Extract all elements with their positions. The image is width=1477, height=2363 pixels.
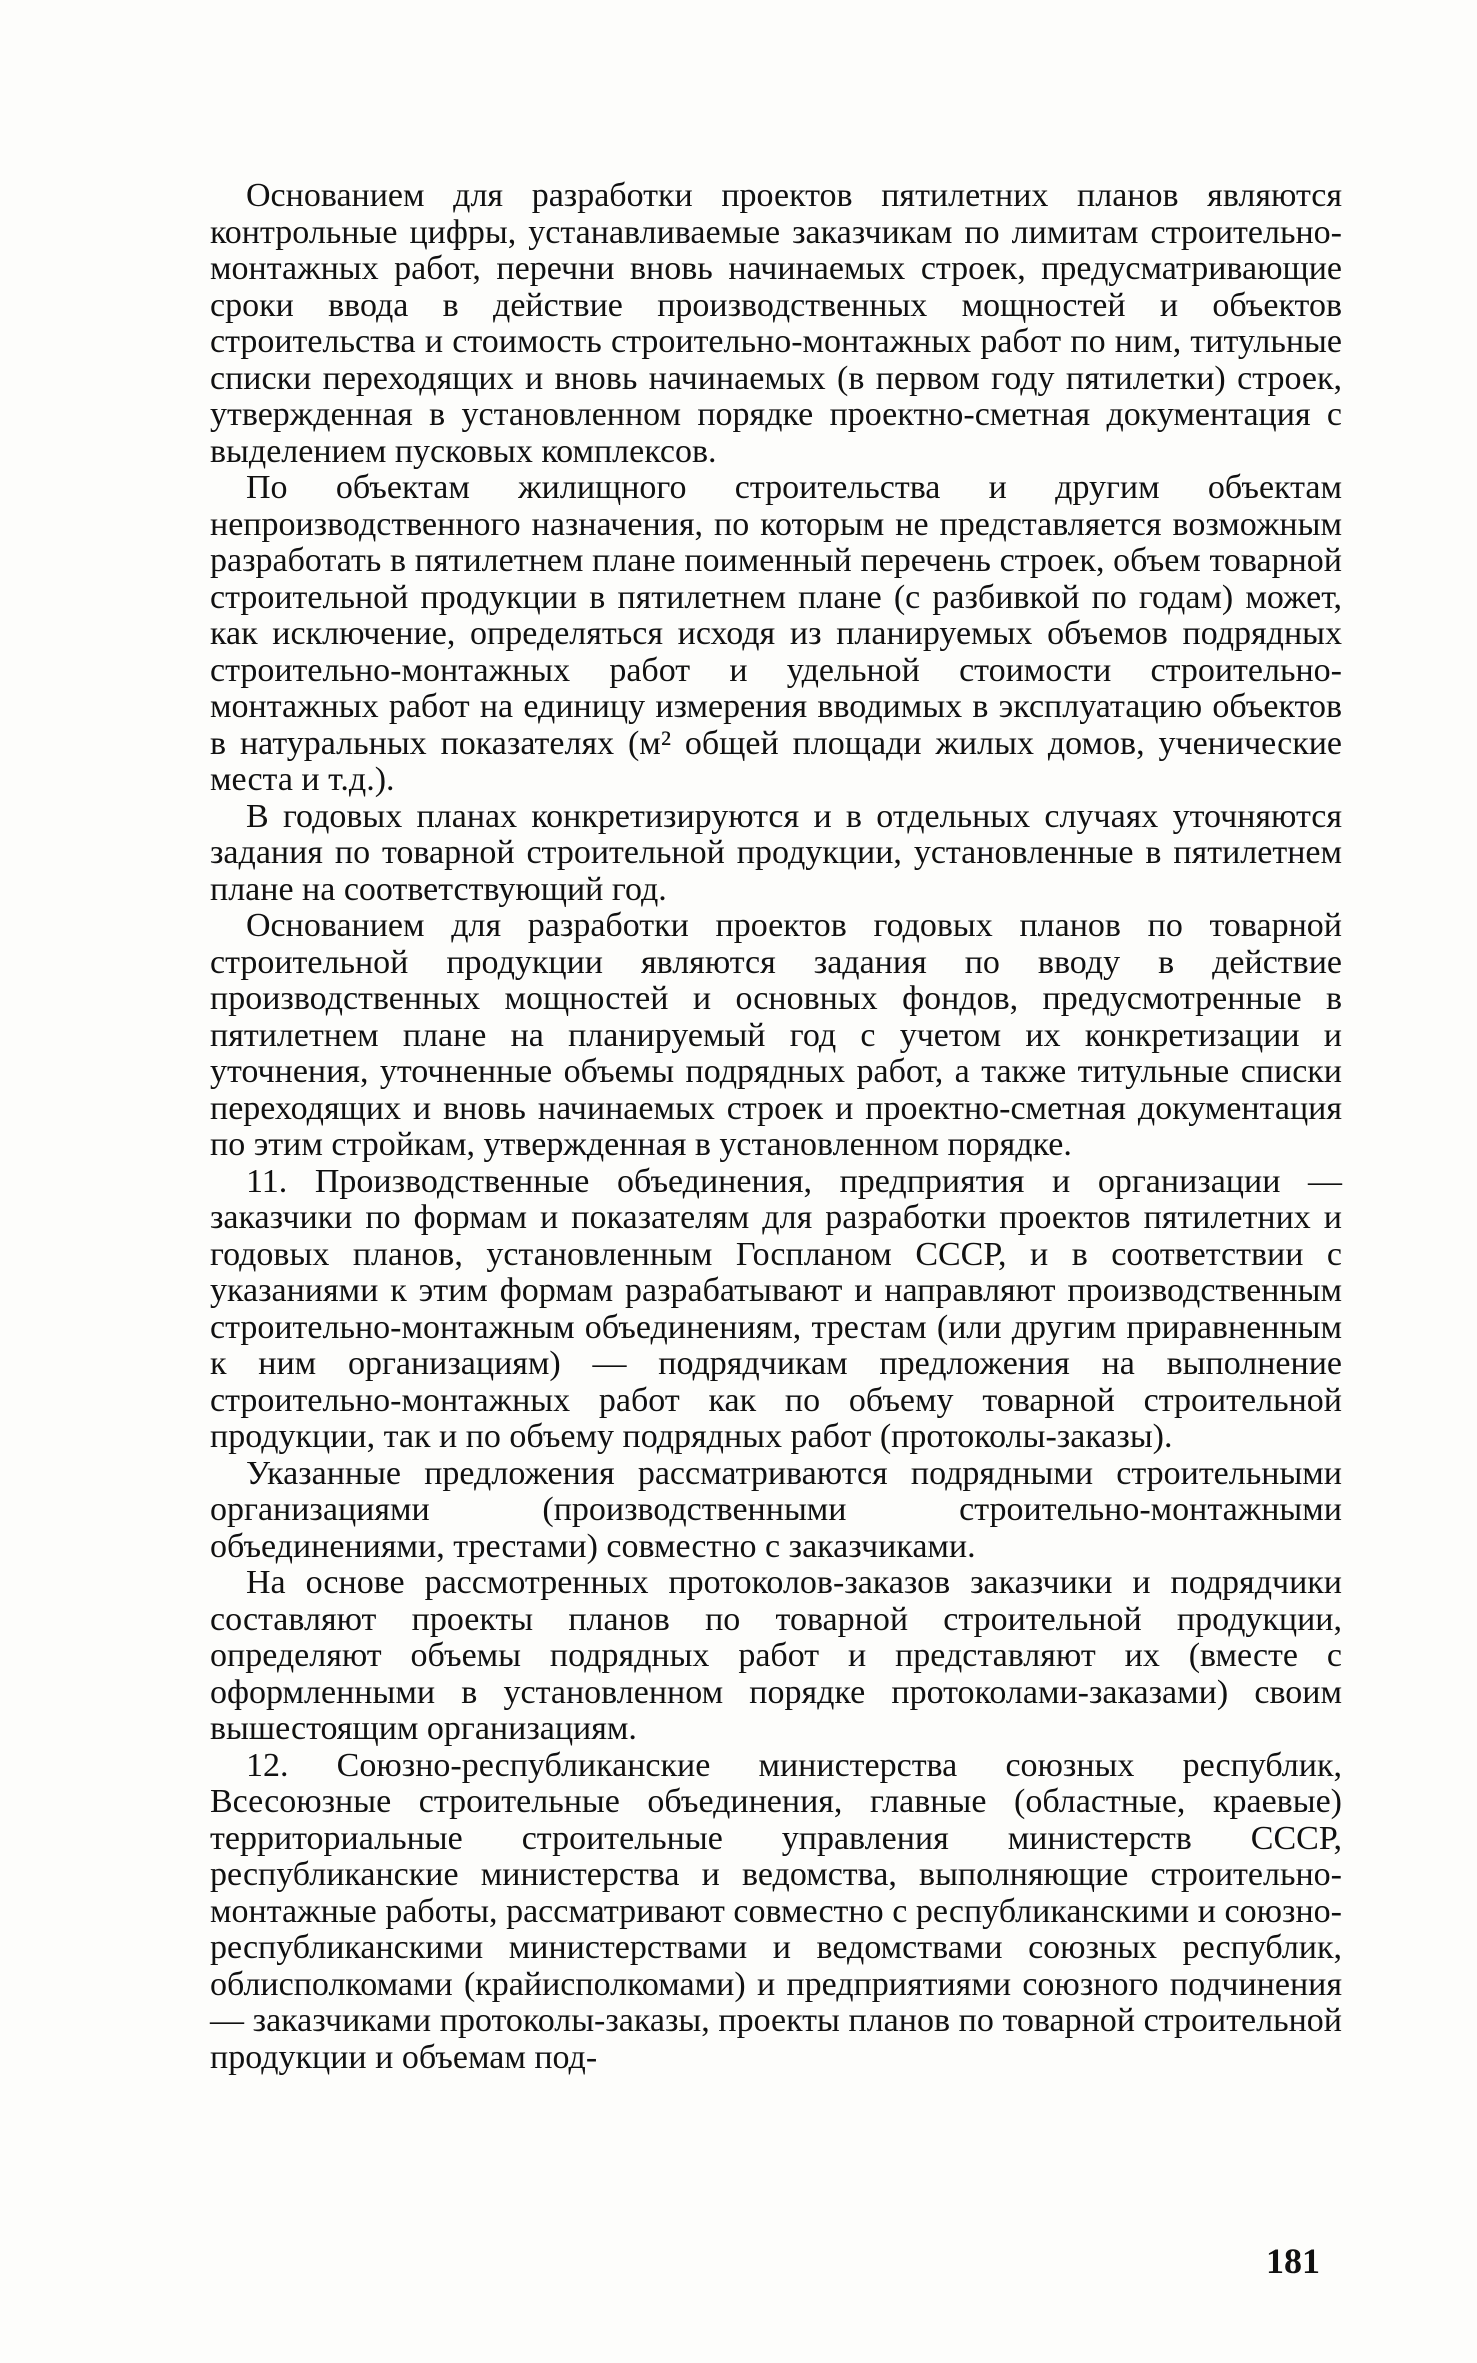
paragraph-6: Указанные предложения рассматриваются подрядными строительными организациями (производственными строительно-монтажными объединениями, трестами) совместно с заказчиками. — [210, 1454, 1342, 1565]
paragraph-1: Основанием для разработки проектов пятилетних планов являются контрольные цифры, устанавливаемые заказчикам по лимитам строительно-монтажных работ, перечни вновь начинаемых строек, предусматривающие сроки ввода в действие производственных мощностей и объектов строительства и стоимость строительно-монтажных работ по ним, титульные списки переходящих и вновь начинаемых (в первом году пятилетки) строек, утвержденная в установленном порядке проектно-сметная документация с выделением пусковых комплексов. — [210, 177, 1342, 470]
page-number: 181 — [1266, 2241, 1320, 2281]
paragraph-4: Основанием для разработки проектов годовых планов по товарной строительной продукции являются задания по вводу в действие производственных мощностей и основных фондов, предусмотренные в пятилетнем плане на планируемый год с учетом их конкретизации и уточнения, уточненные объемы подрядных работ, а также титульные списки переходящих и вновь начинаемых строек и проектно-сметная документация по этим стройкам, утвержденная в установленном порядке. — [210, 907, 1342, 1163]
paragraph-3: В годовых планах конкретизируются и в отдельных случаях уточняются задания по товарной строительной продукции, установленные в пятилетнем плане на соответствующий год. — [210, 797, 1342, 908]
paragraph-2: По объектам жилищного строительства и другим объектам непроизводственного назначения, по которым не представляется возможным разработать в пятилетнем плане поименный перечень строек, объем товарной строительной продукции в пятилетнем плане (с разбивкой по годам) может, как исключение, определяться исходя из планируемых объемов подрядных строительно-монтажных работ и удельной стоимости строительно-монтажных работ на единицу измерения вводимых в эксплуатацию объектов в натуральных показателях (м² общей площади жилых домов, ученические места и т.д.). — [210, 469, 1342, 798]
paragraph-8-item-12: 12. Союзно-республиканские министерства союзных республик, Всесоюзные строительные объединения, главные (областные, краевые) территориальные строительные управления министерств СССР, республиканские министерства и ведомства, выполняющие строительно-монтажные работы, рассматривают совместно с республиканскими и союзно-республиканскими министерствами и ведомствами союзных республик, облисполкомами (крайисполкомами) и предприятиями союзного подчинения — заказчиками протоколы-заказы, проекты планов по товарной строительной продукции и объемам под- — [210, 1746, 1342, 2076]
paragraph-7: На основе рассмотренных протоколов-заказов заказчики и подрядчики составляют проекты планов по товарной строительной продукции, определяют объемы подрядных работ и представляют их (вместе с оформленными в установленном порядке протоколами-заказами) своим вышестоящим организациям. — [210, 1564, 1342, 1747]
body-text — [210, 178, 1342, 2076]
paragraph-5-item-11: 11. Производственные объединения, предприятия и организации — заказчики по формам и показателям для разработки проектов пятилетних и годовых планов, установленным Госпланом СССР, и в соответствии с указаниями к этим формам разрабатывают и направляют производственным строительно-монтажным объединениям, трестам (или другим приравненным к ним организациям) — подрядчикам предложения на выполнение строительно-монтажных работ как по объему товарной строительной продукции, так и по объему подрядных работ (протоколы-заказы). — [210, 1162, 1342, 1455]
